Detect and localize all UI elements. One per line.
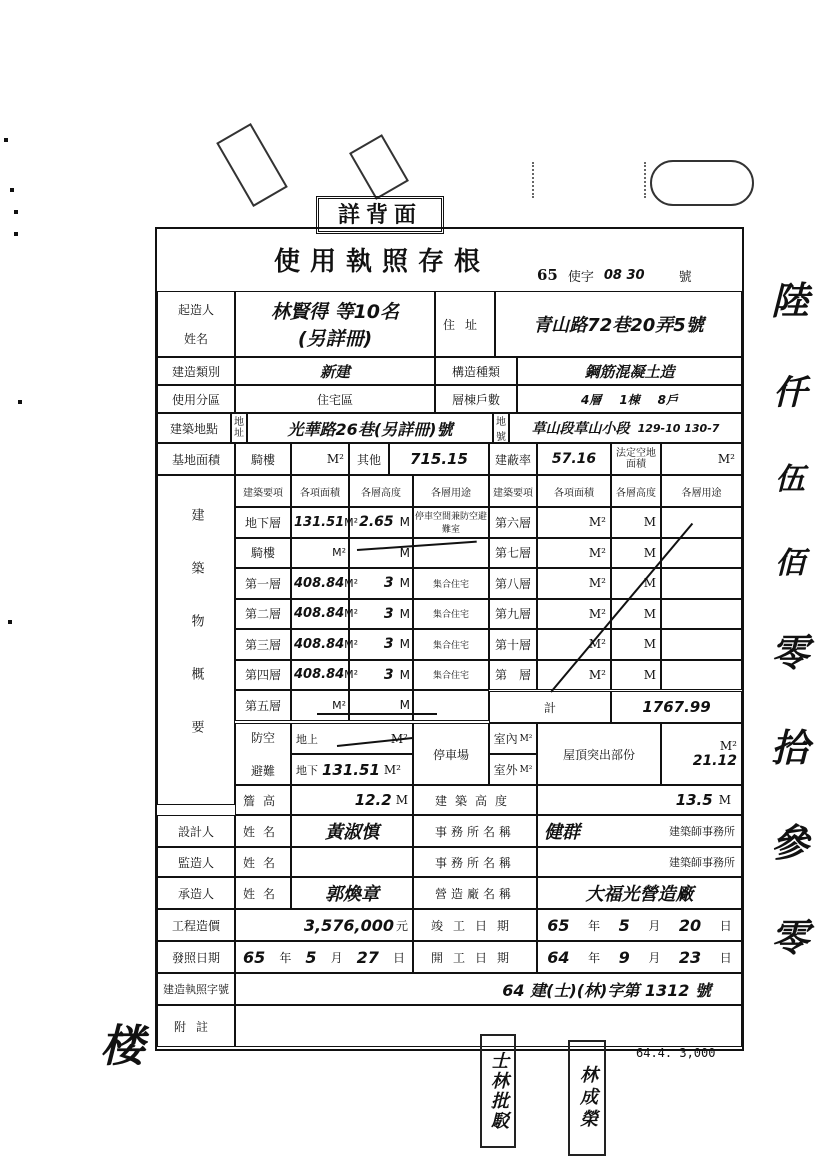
designer-office-name: 健群 [544, 822, 580, 843]
eave-height-unit: M [395, 793, 408, 807]
total-value: 1767.99 [611, 691, 742, 723]
floor-height-left [349, 629, 413, 660]
floor-area-right: M² [537, 538, 611, 569]
issue-y-unit: 年 [279, 950, 292, 965]
issue-date [235, 941, 413, 973]
floor-name-left: 第五層 [235, 690, 291, 721]
bldg-type-value: 新建 [235, 357, 435, 385]
shelter-label1: 防空 [250, 731, 275, 745]
scan-mark [18, 400, 22, 404]
completion-month: 5 [618, 915, 630, 935]
address-label: 住址 [435, 291, 495, 357]
cost-value-cell [235, 909, 413, 941]
permit-value: 64 建(士)(林)字第 1312 號 [235, 973, 742, 1005]
other-value: 715.15 [389, 443, 489, 475]
supervisor-name [291, 847, 413, 877]
parking-in-label: 室內 [493, 732, 518, 746]
cost-value: 3,576,000 [303, 915, 394, 935]
floor-height-right: M [611, 660, 661, 691]
parking-in [489, 723, 537, 754]
floor-area-left [291, 507, 359, 538]
parking-out-unit: M² [519, 764, 533, 775]
floor-name-left: 第三層 [235, 629, 291, 660]
designer-office-label: 事務所名稱 [413, 815, 537, 847]
roof-value [661, 723, 742, 785]
hdr-item-left: 建築要項 [235, 475, 291, 507]
floor-name-right: 第十層 [489, 629, 537, 660]
floor-name-left: 騎樓 [235, 538, 291, 569]
floor-use-left: 集合住宅 [413, 568, 489, 599]
floor-use-left [413, 690, 489, 721]
hdr-height-right: 各層高度 [611, 475, 661, 507]
floor-use-right [661, 660, 742, 691]
doc-year: 65 [537, 266, 558, 284]
start-date [537, 941, 742, 973]
floor-area-left [291, 629, 359, 660]
parking-out [489, 754, 537, 785]
start-m-unit: 月 [648, 950, 661, 965]
floor-area-left [291, 660, 359, 691]
floor-area-right: M² [537, 660, 611, 691]
start-d-unit: 日 [719, 950, 732, 965]
side-char-4: 佰 [775, 546, 805, 581]
owner-value2: (另詳冊) [297, 328, 373, 350]
builder-company-label: 營造廠名稱 [413, 877, 537, 909]
address-value: 青山路72巷20弄5號 [495, 291, 742, 357]
footer-code: 64.4. 3,000 [636, 1046, 716, 1060]
coverage-value: 57.16 [537, 443, 611, 475]
side-char-6: 拾 [770, 726, 809, 770]
floor-area-right: M² [537, 599, 611, 630]
floor-area-left [291, 599, 359, 630]
remark-label: 附註 [157, 1005, 235, 1047]
designer-label: 設計人 [157, 815, 235, 847]
floor-area-left [291, 538, 349, 569]
designer-office-suffix: 建築師事務所 [669, 825, 735, 838]
hdr-area-left: 各項面積 [291, 475, 349, 507]
site-section: 草山段草山小段 [531, 421, 630, 437]
side-char-5: 零 [770, 631, 809, 675]
building-height-value: 13.5 [675, 791, 713, 809]
roof-label: 屋頂突出部份 [537, 723, 661, 785]
floor-area-unit: M² [344, 607, 359, 621]
floor-name-right: 第八層 [489, 568, 537, 599]
structure-label: 構造種類 [435, 357, 517, 385]
detail-on-back-box: 詳背面 [316, 196, 444, 234]
floor-area-unit: M² [344, 668, 359, 682]
bottom-stamp-2 [568, 1040, 606, 1156]
bottom-stamp-1 [480, 1034, 516, 1148]
floor-height-unit: M [399, 698, 410, 713]
left-handwriting: 楼 [100, 1021, 144, 1072]
floor-height-value: 3 [383, 666, 394, 683]
floor-use-left: 停車空間兼防空避難室 [413, 507, 489, 538]
floor-area-right: M² [537, 629, 611, 660]
floor-name-left: 第四層 [235, 660, 291, 691]
open-space-label: 法定空地面積 [611, 443, 661, 475]
floor-area-unit: M² [332, 546, 346, 560]
floor-use-right [661, 507, 742, 538]
owner-label2: 姓名 [183, 332, 208, 346]
designer-name-label: 姓名 [235, 815, 291, 847]
start-day: 23 [678, 947, 702, 967]
cost-label: 工程造價 [157, 909, 235, 941]
floor-height-left [349, 690, 413, 721]
floor-area-right: M² [537, 507, 611, 538]
side-char-8: 零 [770, 916, 809, 960]
floor-name-right: 第 層 [489, 660, 537, 691]
side-char-7: 參 [770, 821, 809, 865]
floors-units-value [517, 385, 742, 413]
permit-label: 建造執照字號 [157, 973, 235, 1005]
building-height-unit: M [718, 793, 731, 807]
completion-d-unit: 日 [719, 918, 732, 933]
hdr-item-right: 建築要項 [489, 475, 537, 507]
floor-use-left: 集合住宅 [413, 599, 489, 630]
structure-value: 鋼筋混凝土造 [517, 357, 742, 385]
eave-height-label: 簷高 [235, 785, 291, 815]
permit-form [155, 227, 744, 1051]
buildings-count: 1棟 [619, 392, 640, 407]
building-overview-label: 建築物概要 [157, 475, 235, 805]
floor-height-unit: M [399, 515, 410, 530]
floor-height-value: 3 [383, 575, 394, 592]
top-right-stamp [650, 160, 754, 206]
side-char-3: 伍 [775, 462, 805, 497]
roof-unit: M² [719, 739, 737, 753]
scan-mark [14, 210, 18, 214]
floor-area-left [291, 568, 359, 599]
floor-height-left [349, 568, 413, 599]
parking-out-label: 室外 [493, 763, 518, 777]
floor-name-left: 地下層 [235, 507, 291, 538]
site-label: 建築地點 [157, 413, 231, 443]
bottom-stamp-1-text: 士林批駁 [488, 1051, 509, 1131]
floor-height-left [349, 538, 413, 569]
floor-use-left [413, 538, 489, 569]
floor-height-unit: M [399, 667, 410, 682]
floor-use-right [661, 568, 742, 599]
doc-num: 08 30 [603, 267, 645, 283]
floor-area-right: M² [537, 568, 611, 599]
floor-use-right [661, 629, 742, 660]
floor-height-right: M [611, 629, 661, 660]
building-height-value-cell [537, 785, 742, 815]
hdr-height-left: 各層高度 [349, 475, 413, 507]
form-title: 使用執照存根 [273, 246, 490, 277]
diagonal-stamp [216, 123, 288, 207]
side-char-1: 陸 [770, 279, 809, 323]
floor-area-unit: M² [344, 515, 359, 529]
completion-m-unit: 月 [648, 918, 661, 933]
scan-mark [4, 138, 8, 142]
top-right-seal [532, 162, 646, 198]
supervisor-office-label: 事務所名稱 [413, 847, 537, 877]
issue-d-unit: 日 [392, 950, 405, 965]
supervisor-label: 監造人 [157, 847, 235, 877]
roof-number: 21.12 [692, 753, 737, 769]
floor-height-unit: M [399, 637, 410, 652]
floor-height-right: M [611, 599, 661, 630]
floor-height-value: 3 [383, 605, 394, 622]
floor-name-left: 第二層 [235, 599, 291, 630]
open-space-unit: M² [661, 443, 742, 475]
floor-area-unit: M² [332, 698, 346, 712]
cost-unit: 元 [395, 918, 408, 933]
floor-area-value: 408.84 [294, 575, 345, 591]
issue-day: 27 [356, 947, 379, 967]
start-label: 開工日期 [413, 941, 537, 973]
completion-label: 竣工日期 [413, 909, 537, 941]
owner-label1: 起造人 [177, 303, 214, 317]
completion-day: 20 [678, 915, 702, 935]
zone-value: 住宅區 [235, 385, 435, 413]
hdr-use-right: 各層用途 [661, 475, 742, 507]
floor-area-unit: M² [344, 576, 359, 590]
floors-count: 4層 [580, 392, 602, 407]
floor-area-unit: M² [344, 637, 359, 651]
floors-units-label: 層棟戶數 [435, 385, 517, 413]
arcade-unit: M² [291, 443, 349, 475]
builder-name: 郭煥章 [291, 877, 413, 909]
parking-label: 停車場 [413, 723, 489, 785]
builder-label: 承造人 [157, 877, 235, 909]
builder-company: 大福光營造廠 [537, 877, 742, 909]
zone-label: 使用分區 [157, 385, 235, 413]
doc-number [537, 263, 737, 287]
completion-date [537, 909, 742, 941]
floor-height-left [349, 599, 413, 630]
owner-label [157, 291, 235, 357]
floor-height-value: 2.65 [359, 514, 394, 531]
start-month: 9 [618, 947, 630, 967]
base-area-label: 基地面積 [157, 443, 235, 475]
site-value: 光華路26巷(另詳冊)號 [247, 413, 493, 443]
hdr-area-right: 各項面積 [537, 475, 611, 507]
owner-value [235, 291, 435, 357]
bldg-type-label: 建造類別 [157, 357, 235, 385]
floor-name-left: 第一層 [235, 568, 291, 599]
floor-height-unit: M [399, 576, 410, 591]
shelter-label [235, 723, 291, 785]
arcade-label: 騎樓 [235, 443, 291, 475]
scan-mark [14, 232, 18, 236]
issue-label: 發照日期 [157, 941, 235, 973]
completion-y-unit: 年 [588, 918, 601, 933]
other-label: 其他 [349, 443, 389, 475]
eave-height-value: 12.2 [354, 791, 392, 809]
scan-mark [8, 620, 12, 624]
shelter-below-value: 131.51 [322, 760, 380, 779]
issue-month: 5 [305, 947, 317, 967]
floor-area-value: 408.84 [294, 667, 345, 683]
doc-suffix: 號 [678, 269, 692, 285]
shelter-label2: 避難 [250, 764, 275, 778]
floor-use-left: 集合住宅 [413, 629, 489, 660]
site-lot-num: 129-10 130-7 [637, 421, 720, 435]
floor-name-right: 第六層 [489, 507, 537, 538]
start-y-unit: 年 [588, 950, 601, 965]
floor-use-right [661, 599, 742, 630]
bottom-stamp-2-text: 林成榮 [577, 1065, 598, 1131]
floor-name-right: 第九層 [489, 599, 537, 630]
floor-height-left [349, 660, 413, 691]
shelter-below-unit: M² [383, 762, 401, 777]
supervisor-office [537, 847, 742, 877]
builder-name-label: 姓名 [235, 877, 291, 909]
site-lot [509, 413, 742, 443]
floor-area-left [291, 690, 349, 721]
hdr-use-left: 各層用途 [413, 475, 489, 507]
designer-name: 黃淑慎 [291, 815, 413, 847]
floor-height-value: 3 [383, 636, 394, 653]
shelter-above-label: 地上 [296, 732, 318, 746]
units-count: 8戶 [657, 392, 679, 407]
site-label2: 地址 [231, 413, 247, 443]
supervisor-name-label: 姓名 [235, 847, 291, 877]
eave-height-value-cell [291, 785, 413, 815]
issue-m-unit: 月 [330, 950, 343, 965]
start-year: 64 [547, 947, 570, 967]
completion-year: 65 [547, 915, 570, 935]
floor-use-right [661, 538, 742, 569]
floor-height-right: M [611, 507, 661, 538]
supervisor-office-suffix: 建築師事務所 [669, 856, 735, 869]
side-amount [760, 270, 820, 1090]
floor-height-right: M [611, 568, 661, 599]
shelter-below [291, 754, 413, 785]
floor-height-left [349, 507, 413, 538]
floor-height-unit: M [399, 606, 410, 621]
parking-in-unit: M² [519, 733, 533, 744]
building-height-label: 建築高度 [413, 785, 537, 815]
owner-value1: 林賢得 等10名 [270, 301, 400, 323]
coverage-label: 建蔽率 [489, 443, 537, 475]
side-char-2: 仟 [773, 373, 807, 413]
total-label: 計 [489, 691, 611, 723]
floor-area-value: 408.84 [294, 606, 345, 622]
doc-type: 使字 [567, 269, 594, 285]
floor-area-value: 131.51 [294, 514, 345, 530]
shelter-below-label: 地下 [296, 763, 318, 777]
floor-area-value: 408.84 [294, 636, 345, 652]
diagonal-stamp [349, 134, 409, 200]
designer-office [537, 815, 742, 847]
issue-year: 65 [243, 947, 266, 967]
site-label3: 地號 [493, 413, 509, 443]
floor-use-left: 集合住宅 [413, 660, 489, 691]
floor-height-unit: M [399, 545, 410, 560]
floor-name-right: 第七層 [489, 538, 537, 569]
scan-mark [10, 188, 14, 192]
floor-height-right: M [611, 538, 661, 569]
